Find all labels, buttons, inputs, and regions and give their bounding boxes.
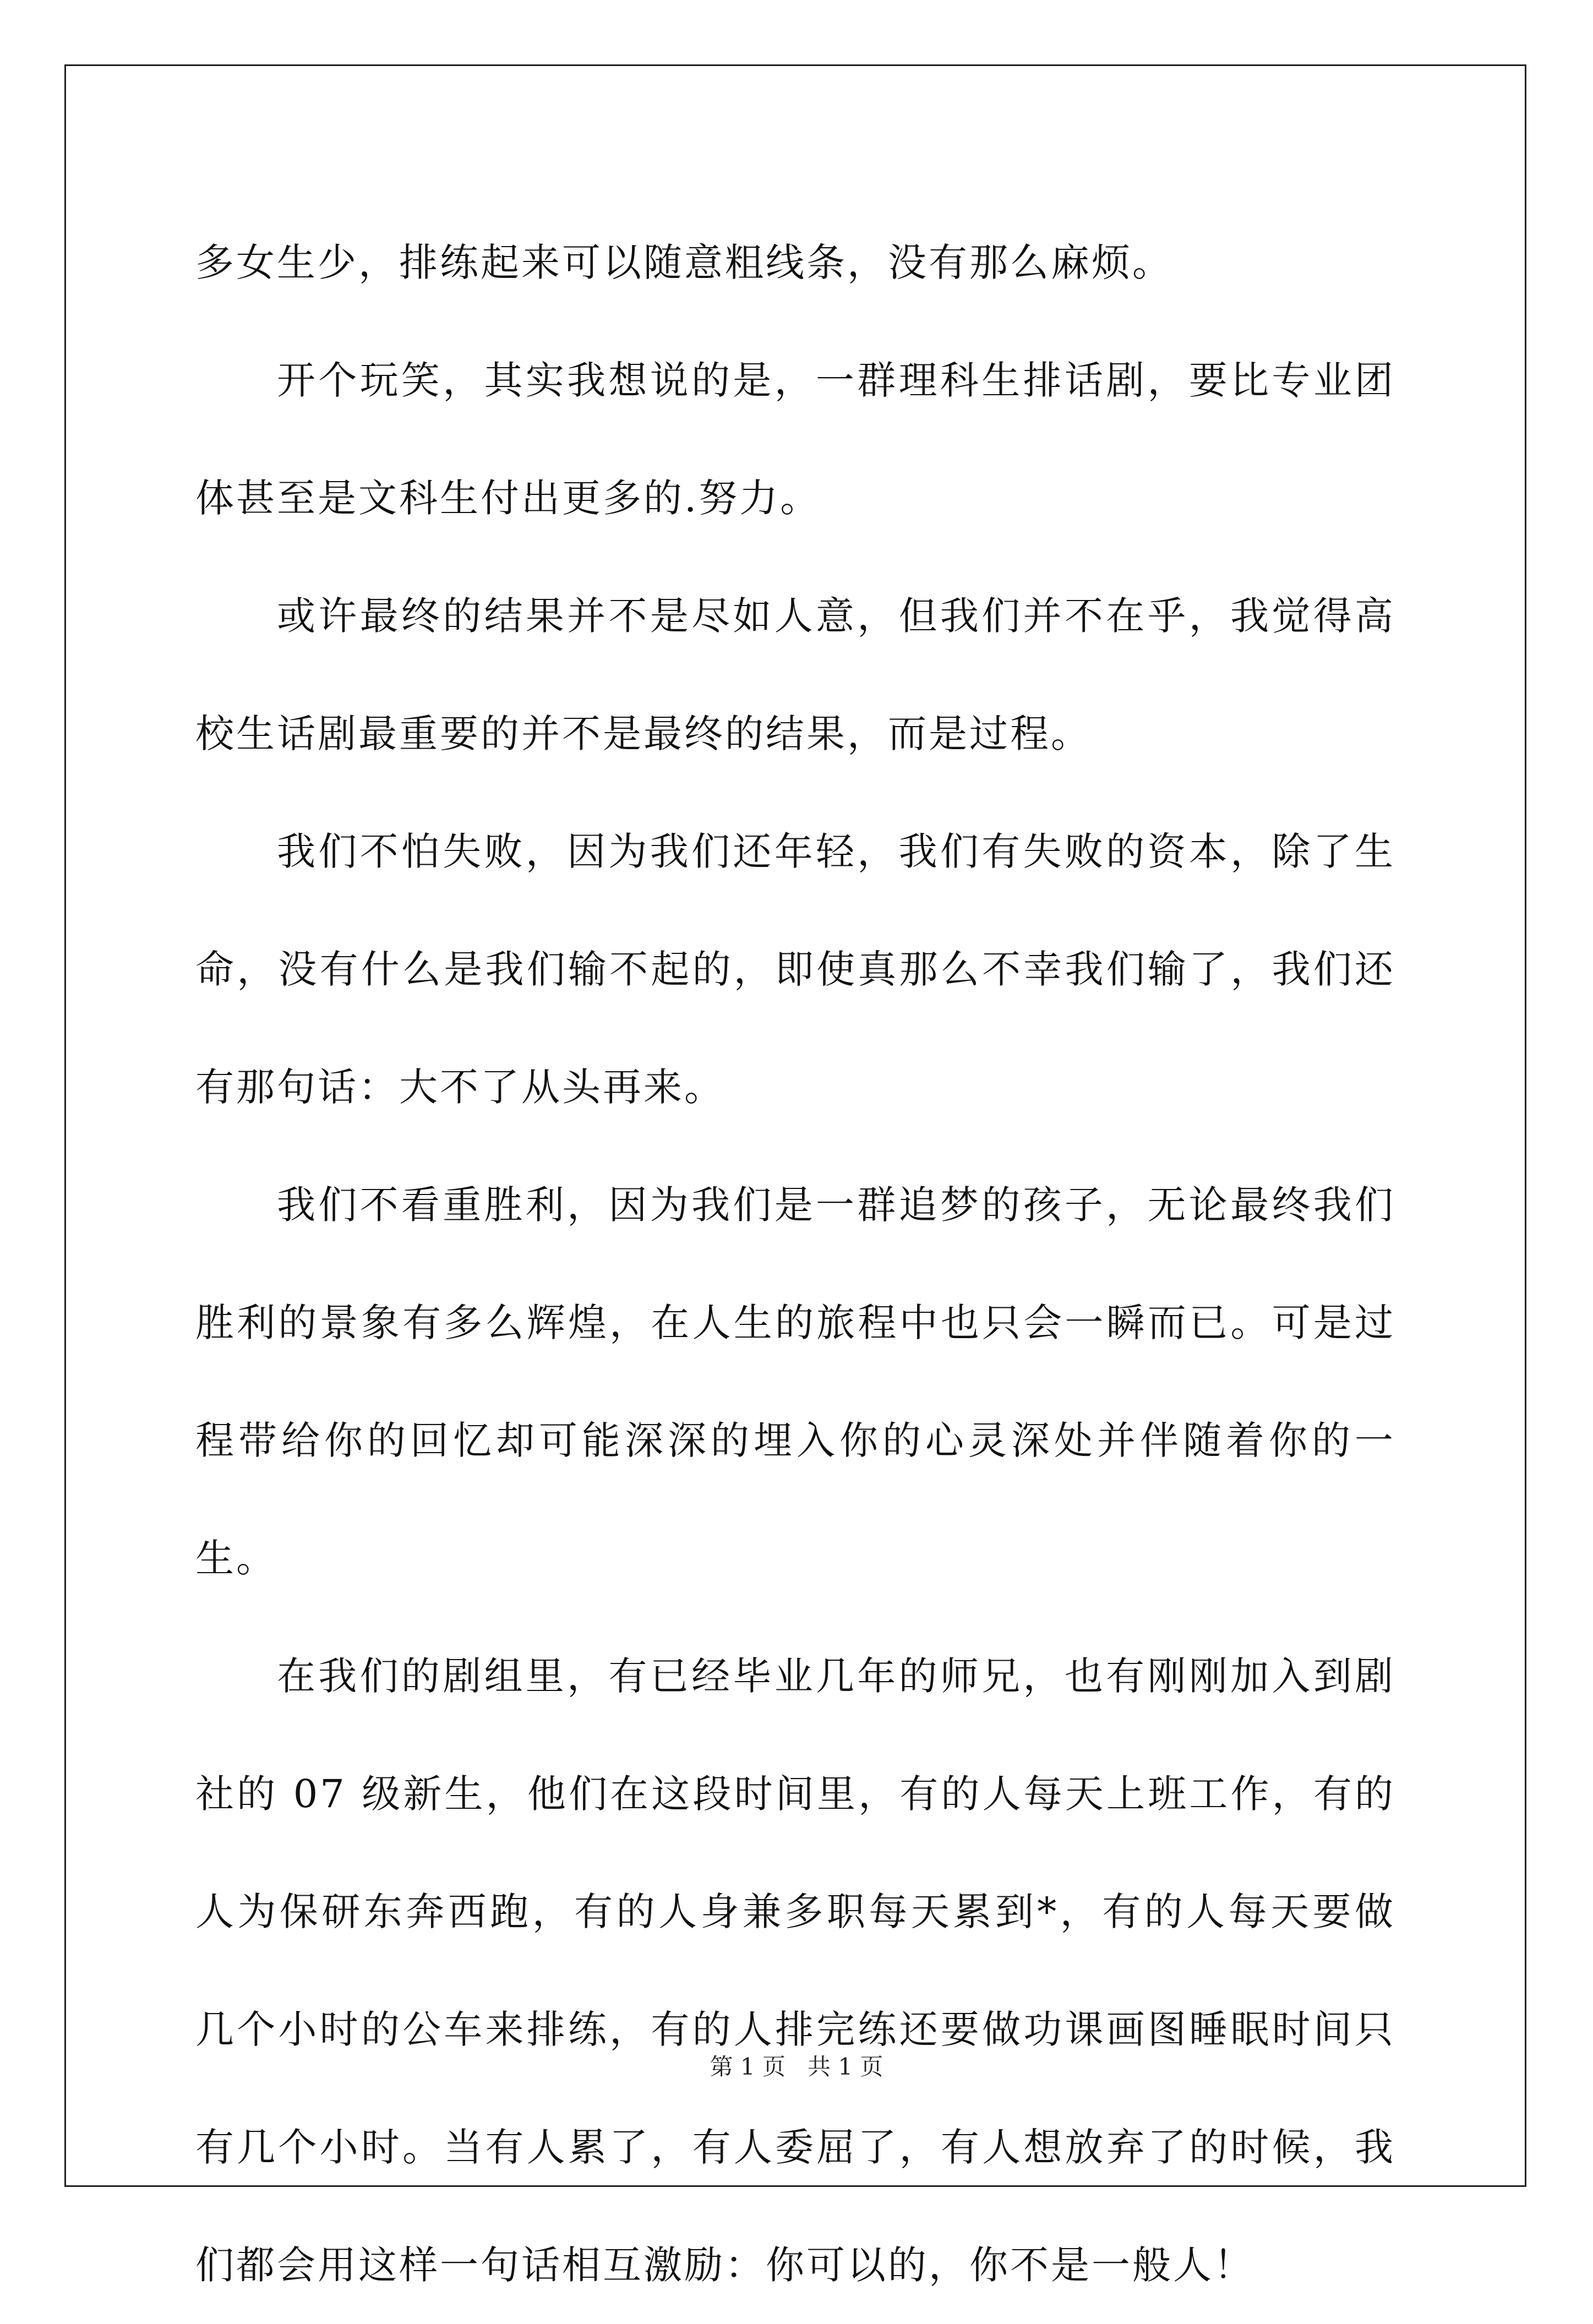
page-footer bbox=[0, 2049, 1593, 2082]
paragraph-6: 在我们的剧组里，有已经毕业几年的师兄，也有刚刚加入到剧社的 07 级新生，他们在这段时间里，有的人每天上班工作，有的人为保研东奔西跑，有的人身兼多职每天累到*，有的人每天要做几个小时的公车来排练，有的人排完练还要做功课画图睡眠时间只有几个小时。当有人累了，有人委屈了，有人想放弃了的时候，我们都会用这样一句话相互激励：你可以的，你不是一般人！ bbox=[195, 1654, 1395, 2288]
paragraph-5: 我们不看重胜利，因为我们是一群追梦的孩子，无论最终我们胜利的景象有多么辉煌，在人生的旅程中也只会一瞬而已。可是过程带给你的回忆却可能深深的埋入你的心灵深处并伴随着你的一生。 bbox=[195, 1182, 1395, 1581]
document-body bbox=[195, 204, 1395, 2324]
paragraph-4: 我们不怕失败，因为我们还年轻，我们有失败的资本，除了生命，没有什么是我们输不起的，即使真那么不幸我们输了，我们还有那句话：大不了从头再来。 bbox=[195, 829, 1395, 1110]
paragraph-1: 多女生少，排练起来可以随意粗线条，没有那么麻烦。 bbox=[195, 240, 1173, 285]
page-total: 共 1 页 bbox=[808, 2053, 883, 2080]
page-number: 第 1 页 bbox=[710, 2053, 785, 2080]
paragraph-2: 开个玩笑，其实我想说的是，一群理科生排话剧，要比专业团体甚至是文科生付出更多的.努力。 bbox=[195, 358, 1395, 521]
paragraph-3: 或许最终的结果并不是尽如人意，但我们并不在乎，我觉得高校生话剧最重要的并不是最终的结果，而是过程。 bbox=[195, 593, 1395, 756]
